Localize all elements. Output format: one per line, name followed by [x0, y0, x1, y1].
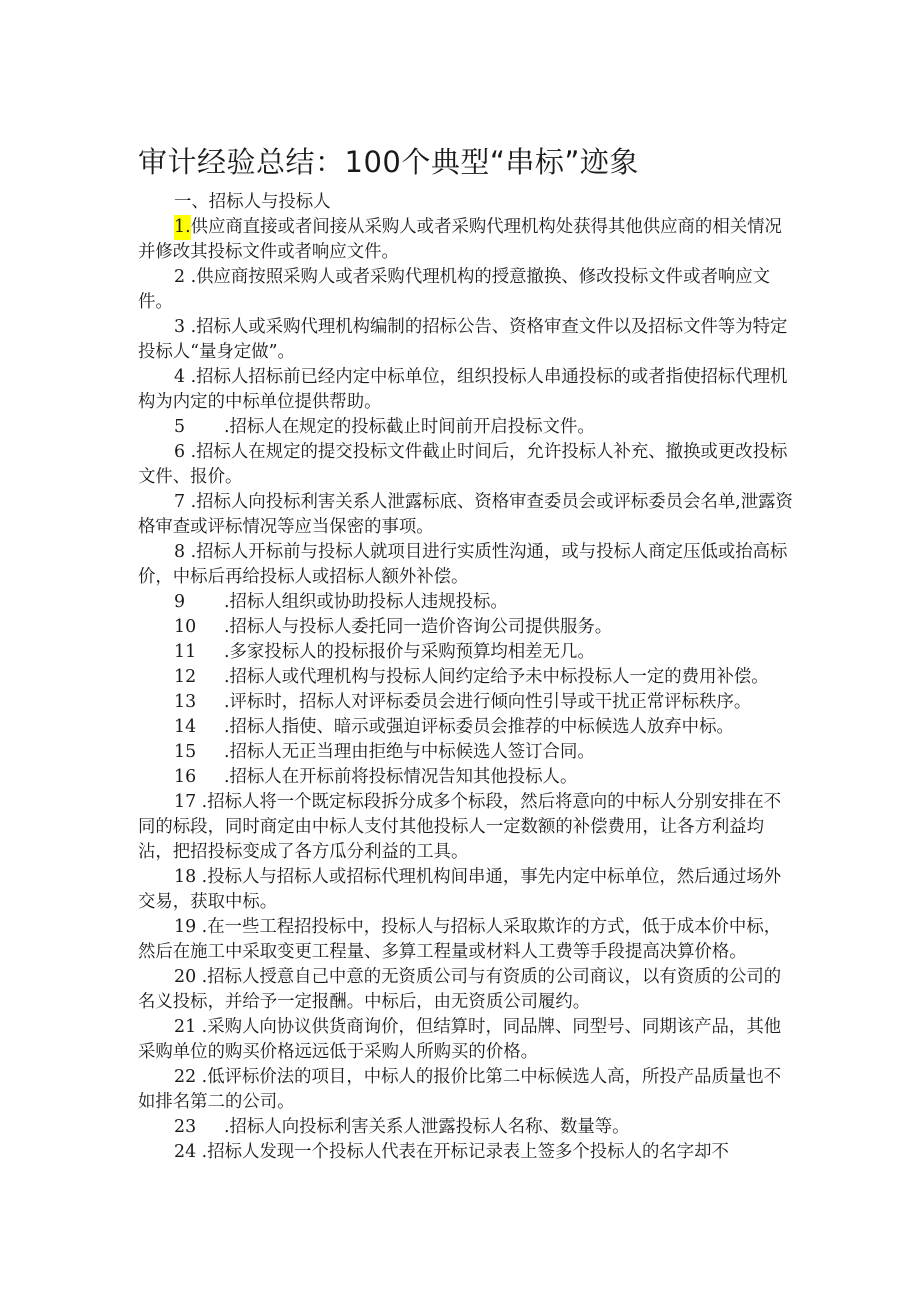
- item-number: 8: [174, 542, 186, 562]
- list-item: [138, 715, 798, 740]
- list-item: [138, 740, 798, 765]
- item-text: .招标人招标前已经内定中标单位，组织投标人串通投标的或者指使招标代理机构为内定的中标单位提供帮助。: [138, 367, 788, 412]
- list-item: [138, 615, 798, 640]
- item-number: 18: [174, 867, 197, 887]
- item-number: 7: [174, 492, 186, 512]
- list-item: [138, 915, 798, 965]
- document-title: 审计经验总结：100个典型“串标”迹象: [138, 145, 639, 179]
- item-text: .招标人向投标利害关系人泄露标底、资格审查委员会或评标委员会名单,泄露资格审查或评标情况等应当保密的事项。: [138, 492, 793, 537]
- list-item: [138, 1065, 798, 1115]
- list-item: [138, 315, 798, 365]
- item-text: .招标人在规定的投标截止时间前开启投标文件。: [224, 417, 595, 437]
- item-text: .多家投标人的投标报价与采购预算均相差无几。: [224, 642, 595, 662]
- list-item: [138, 1140, 798, 1165]
- item-text: .招标人无正当理由拒绝与中标候选人签订合同。: [224, 742, 595, 762]
- item-text: .低评标价法的项目，中标人的报价比第二中标候选人高，所投产品质量也不如排名第二的公司。: [138, 1067, 782, 1112]
- list-item: [138, 490, 798, 540]
- list-item: [138, 590, 798, 615]
- list-item: [138, 865, 798, 915]
- section-heading: 一、招标人与投标人: [174, 192, 331, 212]
- item-number: 13: [174, 692, 197, 712]
- item-text: 供应商直接或者间接从采购人或者采购代理机构处获得其他供应商的相关情况并修改其投标文件或者响应文件。: [138, 217, 782, 262]
- item-text: .评标时，招标人对评标委员会进行倾向性引导或干扰正常评标秩序。: [224, 692, 752, 712]
- item-text: .招标人开标前与投标人就项目进行实质性沟通，或与投标人商定压低或抬高标价，中标后再给投标人或招标人额外补偿。: [138, 542, 788, 587]
- item-text: .招标人或采购代理机构编制的招标公告、资格审查文件以及招标文件等为特定投标人“量身定做”。: [138, 317, 788, 362]
- item-text: .招标人授意自己中意的无资质公司与有资质的公司商议，以有资质的公司的名义投标，并给予一定报酬。中标后，由无资质公司履约。: [138, 967, 782, 1012]
- item-number: 15: [174, 742, 197, 762]
- item-number: 6: [174, 442, 186, 462]
- item-text: .采购人向协议供货商询价，但结算时，同品牌、同型号、同期该产品，其他采购单位的购买价格远远低于采购人所购买的价格。: [138, 1017, 782, 1062]
- list-item: [138, 1115, 798, 1140]
- item-number: 17: [174, 792, 197, 812]
- item-text: .在一些工程招投标中，投标人与招标人采取欺诈的方式，低于成本价中标，然后在施工中采取变更工程量、多算工程量或材料人工费等手段提高决算价格。: [138, 917, 782, 962]
- item-text: .招标人与投标人委托同一造价咨询公司提供服务。: [224, 617, 613, 637]
- item-text: .招标人发现一个投标人代表在开标记录表上签多个投标人的名字却不: [201, 1142, 729, 1162]
- item-number: 12: [174, 667, 197, 687]
- item-number: 2: [174, 267, 186, 287]
- item-text: .招标人在开标前将投标情况告知其他投标人。: [224, 767, 578, 787]
- list-item: [138, 415, 798, 440]
- item-text: .招标人组织或协助投标人违规投标。: [224, 592, 508, 612]
- item-number: 3: [174, 317, 186, 337]
- item-number: 20: [174, 967, 197, 987]
- document-body: [138, 190, 798, 1165]
- list-item: [138, 965, 798, 1015]
- item-text: .招标人向投标利害关系人泄露投标人名称、数量等。: [224, 1117, 630, 1137]
- item-number: 23: [174, 1117, 197, 1137]
- list-item: [138, 690, 798, 715]
- item-number: 19: [174, 917, 197, 937]
- item-list: [138, 215, 798, 1165]
- item-number: 5: [174, 417, 186, 437]
- item-number: 24: [174, 1142, 197, 1162]
- list-item: [138, 215, 798, 265]
- item-number: 9: [174, 592, 186, 612]
- item-text: .供应商按照采购人或者采购代理机构的授意撤换、修改投标文件或者响应文件。: [138, 267, 771, 312]
- item-text: .招标人指使、暗示或强迫评标委员会推荐的中标候选人放弃中标。: [224, 717, 734, 737]
- list-item: [138, 265, 798, 315]
- list-item: [138, 365, 798, 415]
- list-item: [138, 440, 798, 490]
- item-text: .招标人在规定的提交投标文件截止时间后，允许投标人补充、撤换或更改投标文件、报价。: [138, 442, 788, 487]
- list-item: [138, 765, 798, 790]
- item-number: 10: [174, 617, 197, 637]
- item-number: 11: [174, 642, 197, 662]
- item-text: .招标人将一个既定标段拆分成多个标段，然后将意向的中标人分别安排在不同的标段，同时商定由中标人支付其他投标人一定数额的补偿费用，让各方利益均沾，把招投标变成了各方瓜分利益的工具。: [138, 792, 782, 862]
- item-number: 22: [174, 1067, 197, 1087]
- item-text: .投标人与招标人或招标代理机构间串通，事先内定中标单位，然后通过场外交易，获取中标。: [138, 867, 782, 912]
- item-number: 14: [174, 717, 197, 737]
- list-item: [138, 540, 798, 590]
- item-number: 4: [174, 367, 186, 387]
- item-number: 21: [174, 1017, 197, 1037]
- list-item: [138, 1015, 798, 1065]
- item-number: 16: [174, 767, 197, 787]
- list-item: [138, 790, 798, 865]
- item-text: .招标人或代理机构与投标人间约定给予未中标投标人一定的费用补偿。: [224, 667, 769, 687]
- item-number: 1.: [174, 215, 191, 240]
- list-item: [138, 640, 798, 665]
- list-item: [138, 665, 798, 690]
